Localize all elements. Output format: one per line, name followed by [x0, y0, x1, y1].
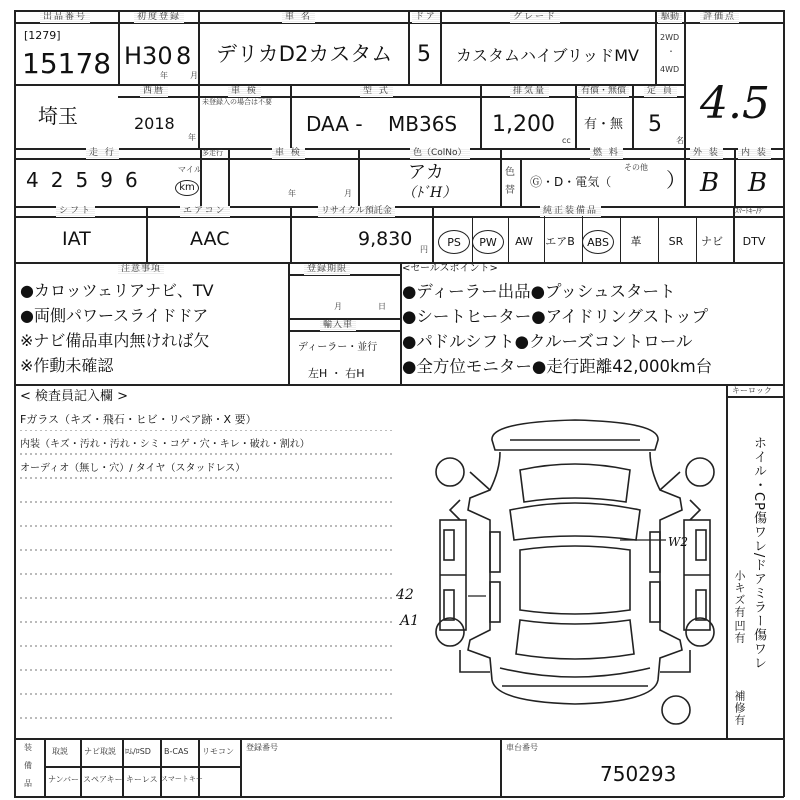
- inspector-line: オーディオ（無し・穴）/ タイヤ（スタッドレス）: [20, 463, 246, 474]
- footer-cell: ナビ取説: [84, 747, 116, 756]
- cc-label: 排気量: [510, 86, 549, 97]
- car-damage-diagram: [430, 410, 720, 730]
- mileage-unit-mile: マイル: [178, 165, 202, 174]
- equipment-divider: [544, 216, 545, 262]
- rating-label: 評価点: [700, 12, 739, 23]
- mileage-digits: [26, 170, 150, 190]
- drive-dot: ・: [667, 47, 675, 56]
- seats-unit: 名: [676, 136, 684, 145]
- note-item: ※作動未確認: [20, 356, 114, 375]
- equipment-item: ナビ: [701, 235, 723, 248]
- fuel-close: ）: [666, 168, 686, 192]
- inspector-line: Fガラス（キズ・飛石・ヒビ・リペア跡・X 要）: [20, 413, 257, 426]
- mileage-digit: 4: [26, 168, 51, 192]
- western-year-label: 西暦: [140, 86, 168, 97]
- footer-cell: スペアキー: [83, 775, 123, 784]
- lot-label: 出品番号: [40, 12, 90, 23]
- model-code: MB36S: [388, 112, 458, 136]
- color-label: 色（ColNo）: [410, 148, 470, 159]
- western-year: 2018: [134, 114, 175, 133]
- cc-unit: cc: [562, 136, 571, 145]
- exterior-grade: B: [700, 168, 720, 198]
- chassis-number: 750293: [600, 762, 677, 786]
- car-name: デリカD2カスタム: [216, 42, 393, 66]
- inspection-label: 車 検: [228, 86, 261, 97]
- damage-mark-42: 42: [396, 587, 414, 603]
- first-reg-month: 8: [176, 42, 192, 70]
- recycle-fee-unit: 円: [420, 245, 428, 254]
- note-item: ●両側パワースライドドア: [20, 306, 209, 325]
- first-reg-year-unit: 年: [160, 71, 168, 80]
- recycle-fee-label: リサイクル預託金: [318, 206, 395, 217]
- lot-number: 15178: [22, 47, 112, 80]
- ac-label: エアコン: [180, 206, 230, 217]
- side-legend-dent: 凹有: [733, 620, 746, 644]
- footer-cell: ﾛﾑ/ﾛSD: [125, 747, 151, 756]
- damage-mark-a1: A1: [400, 613, 420, 629]
- footer-cell: キーレス: [126, 775, 158, 784]
- seats: 5: [648, 112, 662, 137]
- sales-point: ●ディーラー出品●プッシュスタート: [402, 282, 676, 301]
- equipment-divider: [582, 216, 583, 262]
- note-item: ●カロッツェリアナビ、TV: [20, 281, 214, 300]
- fuel-type: Ⓖ・D・電気（: [530, 175, 612, 189]
- color-change-top: 色: [505, 167, 515, 178]
- color-change-bottom: 替: [505, 185, 515, 196]
- drive-4wd: 4WD: [660, 65, 680, 74]
- side-legend-repair: 補修有: [733, 690, 746, 726]
- inspection-sub: 未登録入の場合は不要: [202, 98, 272, 106]
- mileage-label: 走 行: [86, 148, 119, 159]
- first-reg-month-unit: 月: [190, 71, 198, 80]
- region: 埼玉: [38, 104, 78, 128]
- registration-label: 登録期限: [304, 264, 350, 275]
- equipment-divider: [508, 216, 509, 262]
- sales-point: ●全方位モニター●走行距離42,000km台: [402, 357, 713, 376]
- equipment-vert-3: 品: [24, 779, 32, 788]
- equipment-item: 革: [630, 235, 642, 248]
- registration-number-label: 登録番号: [246, 743, 278, 752]
- keyless-label: ｽﾏｰﾄｷｰ/ﾃﾞ: [735, 207, 766, 215]
- drive-2wd: 2WD: [660, 33, 680, 42]
- sales-point: ●シートヒーター●アイドリングストップ: [402, 307, 709, 326]
- inspector-line: 内装（キズ・汚れ・汚れ・シミ・コゲ・穴・キレ・破れ・割れ）: [20, 439, 310, 450]
- door-label: ドア: [412, 12, 440, 23]
- lot-sub-number: [1279]: [24, 29, 61, 42]
- side-legend-vertical: ホイル・CP傷ワレ/ドアミラー傷ワレ: [751, 436, 766, 671]
- inspection-month-unit: 月: [344, 189, 352, 198]
- inspection-year-unit: 年: [288, 189, 296, 198]
- chassis-number-label: 車台番号: [506, 743, 538, 752]
- mileage-digit: 9: [100, 168, 125, 192]
- western-year-unit: 年: [188, 133, 196, 142]
- recycle-fee: 9,830: [358, 228, 413, 250]
- footer-cell: スマートキー: [161, 775, 203, 783]
- note-item: ※ナビ備品車内無ければ欠: [20, 331, 210, 350]
- equipment-divider: [620, 216, 621, 262]
- notes-label: 注意事項: [118, 264, 164, 275]
- sales-point: ●パドルシフト●クルーズコントロール: [402, 332, 693, 351]
- footer-cell: 取説: [52, 747, 68, 756]
- mileage-digit: 2: [50, 168, 76, 192]
- exterior-label: 外 装: [690, 148, 723, 159]
- recycle-label: 有償・無償: [578, 86, 629, 97]
- registration-month: 月: [334, 302, 342, 311]
- shift: IAT: [62, 228, 91, 250]
- equipment-vert-1: 装: [24, 743, 32, 752]
- grade-label: グレード: [510, 12, 560, 23]
- mileage-unit-km: km: [175, 180, 199, 196]
- fuel-label: 燃 料: [590, 148, 623, 159]
- model-label: 型 式: [360, 86, 393, 97]
- first-reg-year: H30: [124, 42, 173, 70]
- color: アカ: [408, 162, 444, 183]
- equipment-item: SR: [668, 235, 684, 248]
- dealer-parallel: ディーラー・並行: [298, 342, 378, 353]
- displacement: 1,200: [492, 112, 555, 137]
- inspector-title: < 検査員記入欄 >: [20, 389, 129, 404]
- equipment-item: PS: [438, 230, 470, 254]
- mileage-digit: 5: [75, 168, 101, 192]
- footer-cell: B-CAS: [164, 747, 189, 756]
- damage-mark-w2: W2: [668, 535, 688, 549]
- equipment-divider: [696, 216, 697, 262]
- model-prefix: DAA -: [306, 112, 363, 136]
- car-name-label: 車 名: [282, 12, 315, 23]
- color-no: （ﾄﾞH）: [402, 185, 457, 201]
- registration-day: 日: [378, 302, 386, 311]
- equipment-item: AW: [515, 235, 533, 248]
- import-label: 輸入車: [320, 320, 356, 331]
- recycle-value: 有・無: [584, 117, 624, 132]
- equipment-label: 純正装備品: [540, 206, 601, 217]
- first-reg-label: 初度登録: [134, 12, 184, 23]
- footer-cell: リモコン: [202, 747, 234, 756]
- equipment-divider: [658, 216, 659, 262]
- equipment-item: エアB: [545, 235, 575, 248]
- equipment-item: PW: [472, 230, 504, 254]
- equipment-item: ABS: [582, 230, 614, 254]
- interior-label: 内 装: [738, 148, 771, 159]
- equipment-item: DTV: [742, 235, 766, 248]
- ac: AAC: [190, 228, 230, 250]
- steering-side: 左H ・ 右H: [308, 367, 365, 380]
- sales-points-label: <セールスポイント>: [402, 263, 498, 274]
- mileage-digit: 6: [124, 168, 150, 192]
- repair-label: 多走行: [202, 149, 223, 157]
- key-lock-label: キーロック: [732, 386, 772, 395]
- seats-label: 定 員: [644, 86, 677, 97]
- side-legend-small: 小キズ有: [733, 570, 746, 618]
- shift-label: シフト: [56, 206, 95, 217]
- footer-cell: ナンバー: [48, 775, 80, 784]
- drive-label: 駆動: [658, 12, 682, 23]
- door-count: 5: [417, 42, 431, 67]
- grade: カスタムハイブリッドMV: [456, 46, 639, 65]
- car-inspection-label: 車 検: [272, 148, 305, 159]
- interior-grade: B: [748, 168, 768, 198]
- equipment-divider: [472, 216, 473, 262]
- rating-score: 4.5: [700, 78, 770, 129]
- fuel-other: その他: [624, 163, 648, 172]
- equipment-vert-2: 備: [24, 761, 32, 770]
- dotted-lines: [16, 430, 396, 730]
